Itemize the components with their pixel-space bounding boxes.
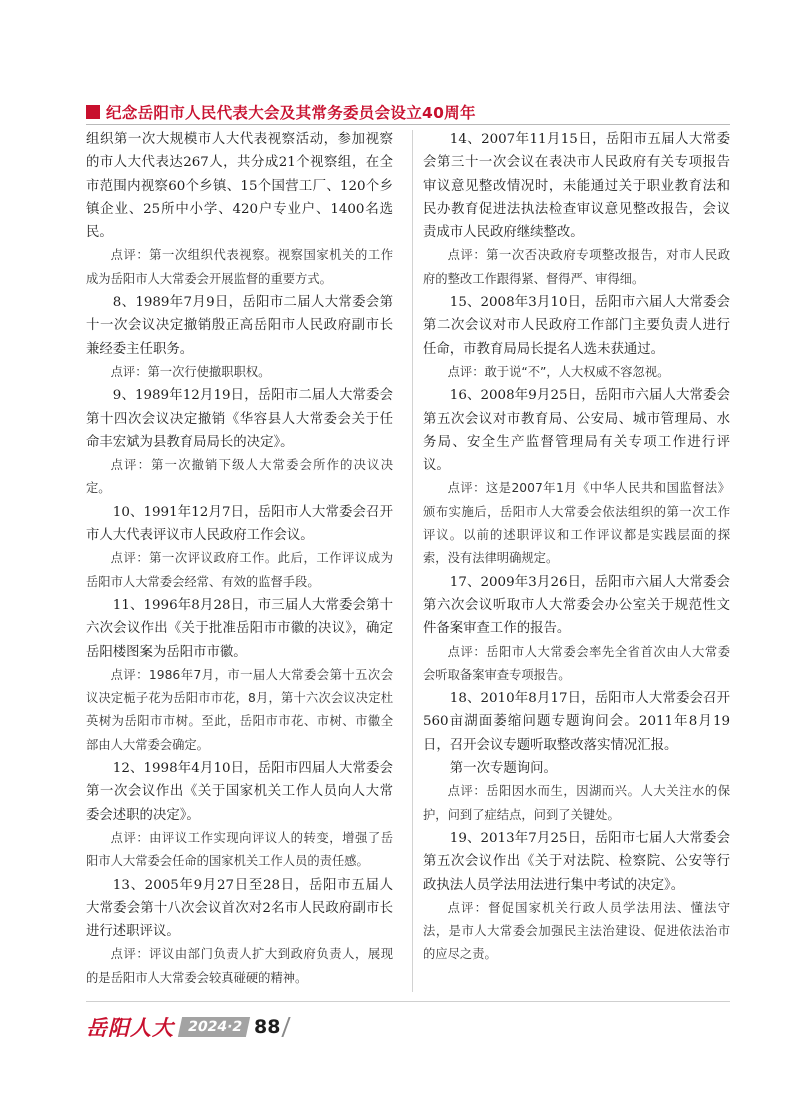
body-paragraph: 12、1998年4月10日，岳阳市四届人大常委会第一次会议作出《关于国家机关工作人员向人大常委会述职的决定》。 <box>86 761 393 823</box>
body-paragraph: 组织第一次大规模市人大代表视察活动，参加视察的市人大代表达267人，共分成21个视察组，在全市范围内视察60个乡镇、15个国营工厂、120个乡镇企业、25所中小学、420户专业户、1400名选民。 <box>86 132 393 241</box>
body-paragraph: 16、2008年9月25日，岳阳市六届人大常委会第五次会议对市教育局、公安局、城市管理局、水务局、安全生产监督管理局有关专项工作进行评议。 <box>423 388 730 474</box>
commentary-paragraph: 点评：岳阳因水而生，因湖而兴。人大关注水的保护，问到了症结点，问到了关键处。 <box>423 784 730 822</box>
body-paragraph: 10、1991年12月7日，岳阳市人大常委会召开市人大代表评议市人民政府工作会议。 <box>86 504 393 544</box>
footer-slash-decoration <box>282 1017 291 1037</box>
header-rule <box>86 124 730 125</box>
body-paragraph: 17、2009年3月26日，岳阳市六届人大常委会第六次会议听取市人大常委会办公室关于规范性文件备案审查工作的报告。 <box>423 574 730 637</box>
commentary-paragraph: 点评：岳阳市人大常委会率先全省首次由人大常委会听取备案审查专项报告。 <box>423 644 730 682</box>
body-paragraph: 14、2007年11月15日，岳阳市五届人大常委会第三十一次会议在表决市人民政府有关专项报告审议意见整改情况时，未能通过关于职业教育法和民办教育促进法执法检查审议意见整改报告，会议责成市人民政府继续整改。 <box>423 132 730 241</box>
commentary-paragraph: 点评：第一次评议政府工作。此后，工作评议成为岳阳市人大常委会经常、有效的监督手段。 <box>86 551 393 589</box>
body-paragraph: 18、2010年8月17日，岳阳市人大常委会召开560亩湖面萎缩问题专题询问会。2011年8月19日，召开会议专题听取整改落实情况汇报。 <box>423 691 730 753</box>
commentary-paragraph: 点评：第一次组织代表视察。视察国家机关的工作成为岳阳市人大常委会开展监督的重要方式。 <box>86 248 393 286</box>
commentary-paragraph: 点评：督促国家机关行政人员学法用法、懂法守法，是市人大常委会加强民主法治建设、促进依法治市的应尽之责。 <box>423 900 730 962</box>
footer-rule <box>86 1001 730 1002</box>
body-paragraph: 8、1989年7月9日，岳阳市二届人大常委会第十一次会议决定撤销殷正高岳阳市人民政府副市长兼经委主任职务。 <box>86 295 393 357</box>
section-header <box>86 101 476 123</box>
commentary-paragraph: 点评：由评议工作实现向评议人的转变，增强了岳阳市人大常委会任命的国家机关工作人员的责任感。 <box>86 830 393 869</box>
commentary-paragraph: 点评：第一次撤销下级人大常委会所作的决议决定。 <box>86 458 393 496</box>
commentary-paragraph: 点评：这是2007年1月《中华人民共和国监督法》颁布实施后，岳阳市人大常委会依法组织的第一次工作评议。以前的述职评议和工作评议都是实践层面的探索，没有法律明确规定。 <box>423 481 730 566</box>
commentary-paragraph: 点评：第一次否决政府专项整改报告，对市人民政府的整改工作跟得紧、督得严、审得细。 <box>423 248 730 286</box>
section-title: 纪念岳阳市人民代表大会及其常务委员会设立40周年 <box>106 104 476 122</box>
magazine-brand: 岳阳人大 <box>86 1015 174 1040</box>
header-marker-square <box>86 105 100 119</box>
page-footer <box>86 1013 287 1041</box>
body-paragraph: 15、2008年3月10日，岳阳市六届人大常委会第二次会议对市人民政府工作部门主要负责人进行任命，市教育局局长提名人选未获通过。 <box>423 295 730 357</box>
body-paragraph: 13、2005年9月27日至28日，岳阳市五届人大常委会第十八次会议首次对2名市人民政府副市长进行述职评议。 <box>86 877 393 940</box>
body-paragraph: 第一次专题询问。 <box>449 761 557 777</box>
left-column <box>86 128 393 990</box>
issue-badge: 2024·2 <box>178 1017 250 1037</box>
commentary-paragraph: 点评：评议由部门负责人扩大到政府负责人，展现的是岳阳市人大常委会较真碰硬的精神。 <box>86 947 393 985</box>
commentary-paragraph: 点评：第一次行使撤职职权。 <box>110 364 271 379</box>
body-paragraph: 19、2013年7月25日，岳阳市七届人大常委会第五次会议作出《关于对法院、检察院、公安等行政执法人员学法用法进行集中考试的决定》。 <box>423 830 730 893</box>
commentary-paragraph: 点评：敢于说“不”，人大权威不容忽视。 <box>447 364 670 379</box>
commentary-paragraph: 点评：1986年7月，市一届人大常委会第十五次会议决定栀子花为岳阳市市花，8月，第十六次会议决定杜英树为岳阳市市树。至此，岳阳市市花、市树、市徽全部由人大常委会确定。 <box>86 667 393 752</box>
column-divider <box>412 130 413 992</box>
right-column <box>423 128 730 967</box>
body-paragraph: 9、1989年12月19日，岳阳市二届人大常委会第十四次会议决定撤销《华容县人大常委会关于任命丰宏斌为县教育局局长的决定》。 <box>86 388 393 450</box>
body-paragraph: 11、1996年8月28日，市三届人大常委会第十六次会议作出《关于批准岳阳市市徽的决议》，确定岳阳楼图案为岳阳市市徽。 <box>86 597 393 660</box>
page-number: 88 <box>254 1016 281 1038</box>
